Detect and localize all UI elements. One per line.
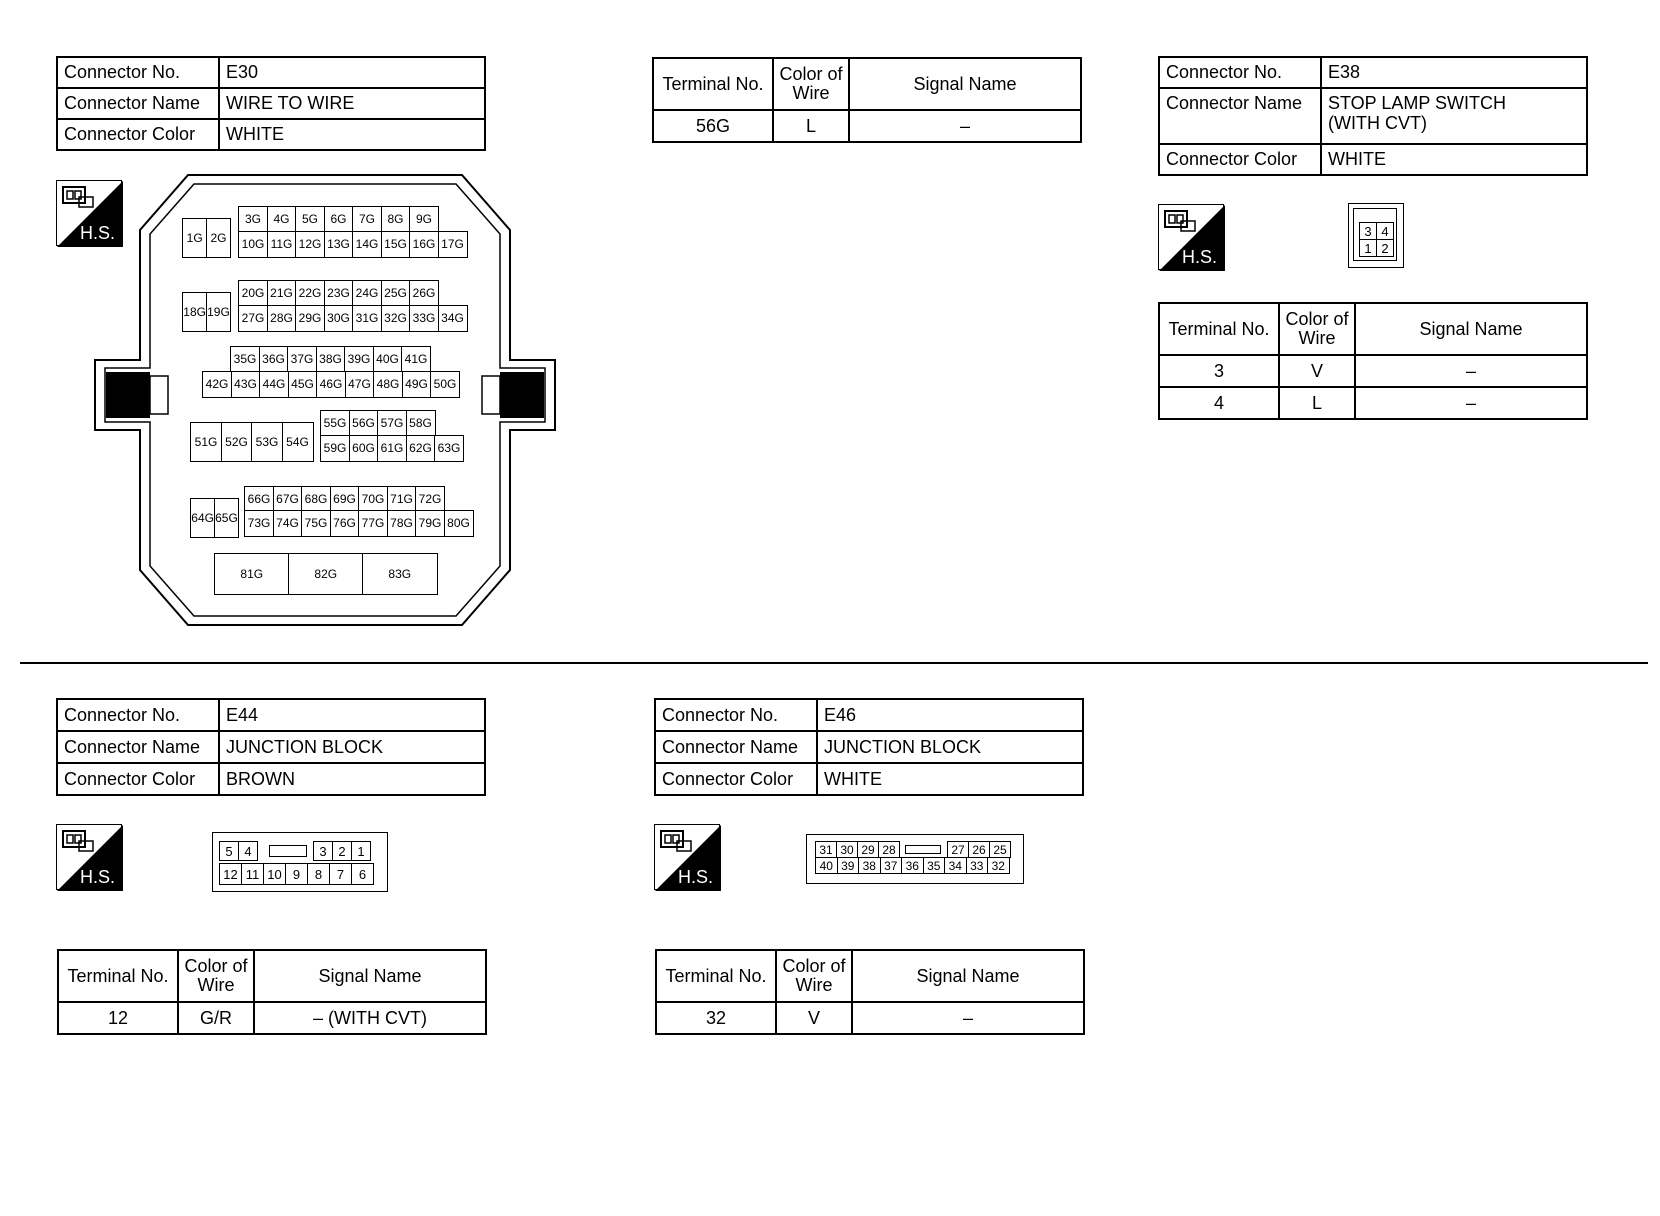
label-connector-no: Connector No.: [1159, 57, 1321, 88]
e46-pin: 40: [815, 857, 838, 874]
e44-connector-info: [56, 698, 486, 796]
e44-pin: 12: [219, 863, 242, 885]
e38-connector-name-line2: (WITH CVT): [1328, 113, 1427, 133]
e30-pin: 75G: [301, 510, 331, 537]
label-connector-no: Connector No.: [57, 699, 219, 731]
e30-pin: 17G: [438, 231, 468, 258]
cell-signal: – (WITH CVT): [254, 1002, 486, 1034]
e46-pin: 29: [857, 841, 879, 858]
hs-label: H.S.: [1181, 247, 1217, 267]
header-terminal-no: Terminal No.: [656, 950, 776, 1002]
e30-pin: 69G: [330, 486, 360, 513]
e30-pin: 64G: [190, 498, 215, 538]
e44-connector-name: JUNCTION BLOCK: [219, 731, 485, 763]
e30-pin: 62G: [406, 435, 436, 462]
e30-pin: 37G: [287, 346, 317, 373]
label-connector-name: Connector Name: [655, 731, 817, 763]
e30-pin: 21G: [267, 280, 297, 307]
e46-pin: 38: [858, 857, 881, 874]
label-connector-no: Connector No.: [655, 699, 817, 731]
e30-pin: 30G: [324, 305, 354, 332]
e30-pin: 79G: [415, 510, 445, 537]
header-signal-name: Signal Name: [1355, 303, 1587, 355]
e44-pin: 8: [307, 863, 330, 885]
e38-terminal-table: [1158, 302, 1588, 420]
e30-pin: 54G: [282, 422, 314, 462]
e30-connector-info: [56, 56, 486, 151]
e46-pin: 37: [880, 857, 903, 874]
e30-terminal-table: [652, 57, 1082, 143]
e30-pin: 3G: [238, 206, 268, 233]
cell-signal: –: [1355, 387, 1587, 419]
header-terminal-no: Terminal No.: [653, 58, 773, 110]
cell-terminal: 56G: [653, 110, 773, 142]
cell-signal: –: [849, 110, 1081, 142]
e30-pin: 22G: [295, 280, 325, 307]
e30-pin: 50G: [430, 371, 460, 398]
header-terminal-no: Terminal No.: [58, 950, 178, 1002]
e44-keyway: [269, 845, 307, 857]
e30-pin: 31G: [352, 305, 382, 332]
e38-connector-color: WHITE: [1321, 144, 1587, 175]
e46-pin: 35: [923, 857, 946, 874]
e30-pin: 49G: [402, 371, 432, 398]
hs-label: H.S.: [79, 223, 115, 243]
e30-pin: 57G: [377, 410, 407, 437]
hs-label: H.S.: [677, 867, 713, 887]
e30-pin: 6G: [324, 206, 354, 233]
cell-terminal: 4: [1159, 387, 1279, 419]
e30-pin: 26G: [409, 280, 439, 307]
header-terminal-no: Terminal No.: [1159, 303, 1279, 355]
label-connector-color: Connector Color: [57, 763, 219, 795]
e46-pin: 34: [944, 857, 967, 874]
e30-pin: 81G: [214, 553, 290, 595]
e30-pin: 67G: [273, 486, 303, 513]
e30-pin: 61G: [377, 435, 407, 462]
e46-pin: 27: [947, 841, 969, 858]
header-color-of-wire: Color of Wire: [1279, 303, 1355, 355]
e46-connector-info: [654, 698, 1084, 796]
e30-pin: 41G: [401, 346, 431, 373]
e44-pin: 9: [285, 863, 308, 885]
e38-pin: 2: [1376, 239, 1394, 257]
e30-pin: 38G: [316, 346, 346, 373]
e38-pin: 1: [1359, 239, 1377, 257]
hs-icon: [654, 824, 720, 890]
e44-pin: 5: [219, 841, 239, 861]
e44-pin: 3: [313, 841, 333, 861]
e30-pin: 5G: [295, 206, 325, 233]
e30-pin: 74G: [273, 510, 303, 537]
e30-pin: 12G: [295, 231, 325, 258]
e30-pin: 4G: [267, 206, 297, 233]
e30-pin: 27G: [238, 305, 268, 332]
e46-pin: 33: [966, 857, 989, 874]
e30-pin: 53G: [251, 422, 283, 462]
e46-keyway: [905, 845, 941, 854]
e44-pin: 6: [351, 863, 374, 885]
hs-icon: [1158, 204, 1224, 270]
e30-pin: 19G: [206, 292, 231, 332]
e30-pin: 63G: [434, 435, 464, 462]
e30-pin: 59G: [320, 435, 350, 462]
e44-pin: 1: [351, 841, 371, 861]
cell-signal: –: [852, 1002, 1084, 1034]
e30-pin: 18G: [182, 292, 207, 332]
cell-signal: –: [1355, 355, 1587, 387]
e30-pin: 2G: [206, 218, 231, 258]
e30-pin: 10G: [238, 231, 268, 258]
e30-pin: 72G: [415, 486, 445, 513]
label-connector-color: Connector Color: [57, 119, 219, 150]
e30-pin: 16G: [409, 231, 439, 258]
label-connector-name: Connector Name: [57, 88, 219, 119]
e30-pin: 55G: [320, 410, 350, 437]
e30-pin: 20G: [238, 280, 268, 307]
e38-connector-name-line1: STOP LAMP SWITCH: [1328, 93, 1507, 113]
header-signal-name: Signal Name: [254, 950, 486, 1002]
e46-pin: 28: [878, 841, 900, 858]
e30-pin: 40G: [373, 346, 403, 373]
e30-pin: 25G: [381, 280, 411, 307]
e44-connector-face: [212, 832, 388, 892]
e30-pin: 13G: [324, 231, 354, 258]
e30-pin: 24G: [352, 280, 382, 307]
e44-pin: 4: [238, 841, 258, 861]
e30-pin: 83G: [362, 553, 438, 595]
e44-pin: 7: [329, 863, 352, 885]
e38-pin: 4: [1376, 222, 1394, 240]
e30-pin: 11G: [267, 231, 297, 258]
e46-pin: 25: [989, 841, 1011, 858]
e46-connector-no: E46: [817, 699, 1083, 731]
e30-pin: 71G: [387, 486, 417, 513]
header-color-of-wire: Color of Wire: [178, 950, 254, 1002]
section-divider: [20, 662, 1648, 664]
e30-pin: 14G: [352, 231, 382, 258]
e44-terminal-table: [57, 949, 487, 1035]
hs-label: H.S.: [79, 867, 115, 887]
header-color-of-wire: Color of Wire: [773, 58, 849, 110]
e38-connector-no: E38: [1321, 57, 1587, 88]
e46-terminal-table: [655, 949, 1085, 1035]
e30-pin: 70G: [358, 486, 388, 513]
e30-connector-color: WHITE: [219, 119, 485, 150]
cell-wire-color: L: [773, 110, 849, 142]
e30-pin: 76G: [330, 510, 360, 537]
e30-pin: 44G: [259, 371, 289, 398]
e44-pin: 11: [241, 863, 264, 885]
e46-pin: 26: [968, 841, 990, 858]
e46-pin: 32: [987, 857, 1010, 874]
hs-icon: [56, 824, 122, 890]
e30-pin: 82G: [288, 553, 364, 595]
e30-pin: 23G: [324, 280, 354, 307]
e30-pin: 33G: [409, 305, 439, 332]
e46-pin: 36: [901, 857, 924, 874]
cell-wire-color: G/R: [178, 1002, 254, 1034]
e30-pin: 56G: [349, 410, 379, 437]
e30-pin: 15G: [381, 231, 411, 258]
e30-pin: 36G: [259, 346, 289, 373]
cell-terminal: 12: [58, 1002, 178, 1034]
e44-pin: 2: [332, 841, 352, 861]
e30-pin: 34G: [438, 305, 468, 332]
e46-connector-name: JUNCTION BLOCK: [817, 731, 1083, 763]
e30-pin: 68G: [301, 486, 331, 513]
e30-pin: 77G: [358, 510, 388, 537]
e30-pin: 46G: [316, 371, 346, 398]
e30-pin: 42G: [202, 371, 232, 398]
cell-wire-color: V: [1279, 355, 1355, 387]
e30-pin: 51G: [190, 422, 222, 462]
label-connector-no: Connector No.: [57, 57, 219, 88]
e38-pin: 3: [1359, 222, 1377, 240]
e30-pin: 1G: [182, 218, 207, 258]
e44-connector-no: E44: [219, 699, 485, 731]
e30-pin: 8G: [381, 206, 411, 233]
e46-pin: 31: [815, 841, 837, 858]
e30-pin: 7G: [352, 206, 382, 233]
header-signal-name: Signal Name: [849, 58, 1081, 110]
label-connector-name: Connector Name: [1159, 88, 1321, 144]
e30-pin: 28G: [267, 305, 297, 332]
e30-pin: 39G: [344, 346, 374, 373]
e30-pin: 29G: [295, 305, 325, 332]
e38-connector-info: [1158, 56, 1588, 176]
e30-pin: 43G: [231, 371, 261, 398]
cell-wire-color: L: [1279, 387, 1355, 419]
e30-pin: 9G: [409, 206, 439, 233]
e46-pin: 30: [836, 841, 858, 858]
e44-pin: 10: [263, 863, 286, 885]
e30-pin: 78G: [387, 510, 417, 537]
e30-pin: 48G: [373, 371, 403, 398]
e30-pin: 80G: [444, 510, 474, 537]
e46-connector-color: WHITE: [817, 763, 1083, 795]
label-connector-color: Connector Color: [655, 763, 817, 795]
e30-pin: 32G: [381, 305, 411, 332]
header-color-of-wire: Color of Wire: [776, 950, 852, 1002]
e30-pin: 60G: [349, 435, 379, 462]
e30-connector-name: WIRE TO WIRE: [219, 88, 485, 119]
label-connector-name: Connector Name: [57, 731, 219, 763]
e30-pin: 35G: [230, 346, 260, 373]
e30-pin: 52G: [221, 422, 253, 462]
e46-connector-face: [806, 834, 1024, 884]
e38-connector-name: [1321, 88, 1587, 144]
label-connector-color: Connector Color: [1159, 144, 1321, 175]
cell-wire-color: V: [776, 1002, 852, 1034]
e30-pin: 45G: [288, 371, 318, 398]
e38-connector-face: [1348, 203, 1404, 268]
e30-pin: 58G: [406, 410, 436, 437]
e44-connector-color: BROWN: [219, 763, 485, 795]
e46-pin: 39: [837, 857, 860, 874]
e30-pin: 65G: [214, 498, 239, 538]
e30-connector-no: E30: [219, 57, 485, 88]
cell-terminal: 3: [1159, 355, 1279, 387]
e30-pin: 73G: [244, 510, 274, 537]
cell-terminal: 32: [656, 1002, 776, 1034]
e30-pin: 47G: [345, 371, 375, 398]
e30-pin: 66G: [244, 486, 274, 513]
header-signal-name: Signal Name: [852, 950, 1084, 1002]
